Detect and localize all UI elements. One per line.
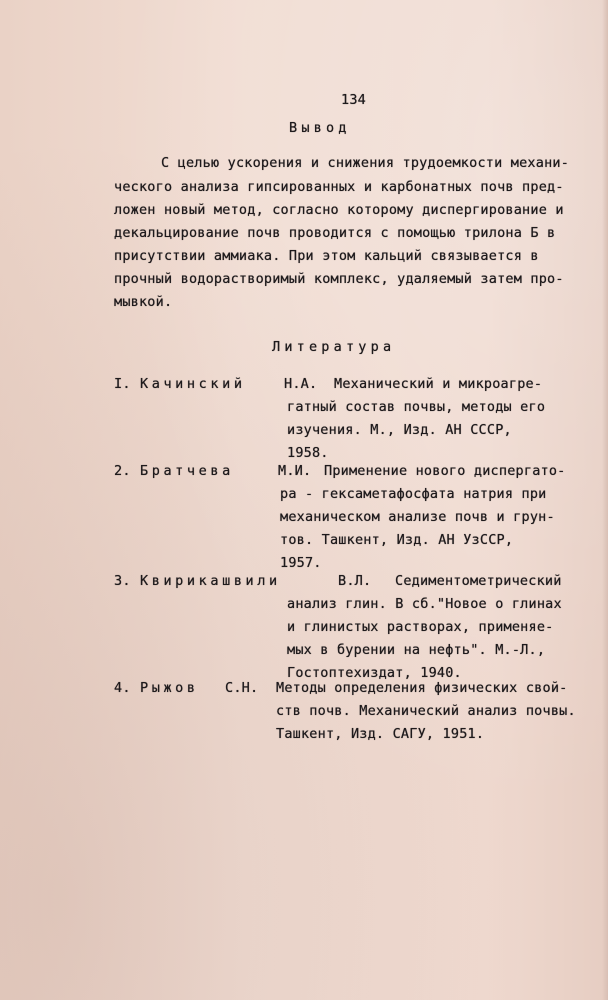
reference-line: ств почв. Механический анализ почвы. [276, 703, 576, 719]
reference-initials: В.Л. [338, 573, 372, 589]
conclusion-line: ческого анализа гипсированных и карбонатных почв пред- [114, 179, 564, 195]
reference-line: изучения. М., Изд. АН СССР, [287, 422, 512, 438]
conclusion-line: присутствии аммиака. При этом кальций связывается в [114, 248, 539, 264]
reference-line: Применение нового диспергато- [324, 463, 566, 479]
reference-author: Братчева [140, 463, 234, 479]
references-heading: Литература [272, 339, 396, 355]
reference-line: мых в бурении на нефть". М.-Л., [287, 642, 546, 658]
reference-number: 2. [114, 463, 131, 479]
conclusion-line: прочный водорастворимый комплекс, удаляемый затем про- [114, 271, 564, 287]
reference-initials: Н.А. [284, 376, 318, 392]
reference-line: 1957. [280, 555, 322, 571]
reference-line: механическом анализе почв и грун- [280, 509, 555, 525]
conclusion-line: декальцирование почв проводится с помощью трилона Б в [114, 225, 556, 241]
reference-number: I. [114, 376, 131, 392]
reference-line: тов. Ташкент, Изд. АН УзССР, [280, 532, 514, 548]
reference-number: 4. [114, 680, 131, 696]
conclusion-line: ложен новый метод, согласно которому диспергирование и [114, 202, 564, 218]
reference-line: 1958. [287, 445, 329, 461]
reference-initials: М.И. [278, 463, 312, 479]
reference-line: и глинистых растворах, применяе- [287, 619, 554, 635]
conclusion-line: С целью ускорения и снижения трудоемкости механи- [161, 155, 570, 171]
reference-author: Качинский [140, 376, 246, 392]
reference-author: Рыжов [140, 680, 199, 696]
reference-line: анализ глин. В сб."Новое о глинах [287, 596, 562, 612]
reference-author: Квирикашвили [140, 573, 281, 589]
reference-line: Механический и микроагре- [334, 376, 543, 392]
conclusion-line: мывкой. [114, 294, 173, 310]
page-number: 134 [341, 92, 366, 108]
reference-line: Седиментометрический [395, 573, 562, 589]
reference-line: ра - гексаметафосфата натрия при [280, 486, 547, 502]
page-edge-shadow [602, 0, 608, 1000]
reference-line: Ташкент, Изд. САГУ, 1951. [276, 726, 485, 742]
reference-line: Гостоптехиздат, 1940. [287, 665, 462, 681]
reference-line: Методы определения физических свой- [276, 680, 568, 696]
reference-number: 3. [114, 573, 131, 589]
conclusion-heading: Вывод [289, 120, 351, 136]
reference-initials: С.Н. [225, 680, 259, 696]
reference-line: гатный состав почвы, методы его [287, 399, 546, 415]
